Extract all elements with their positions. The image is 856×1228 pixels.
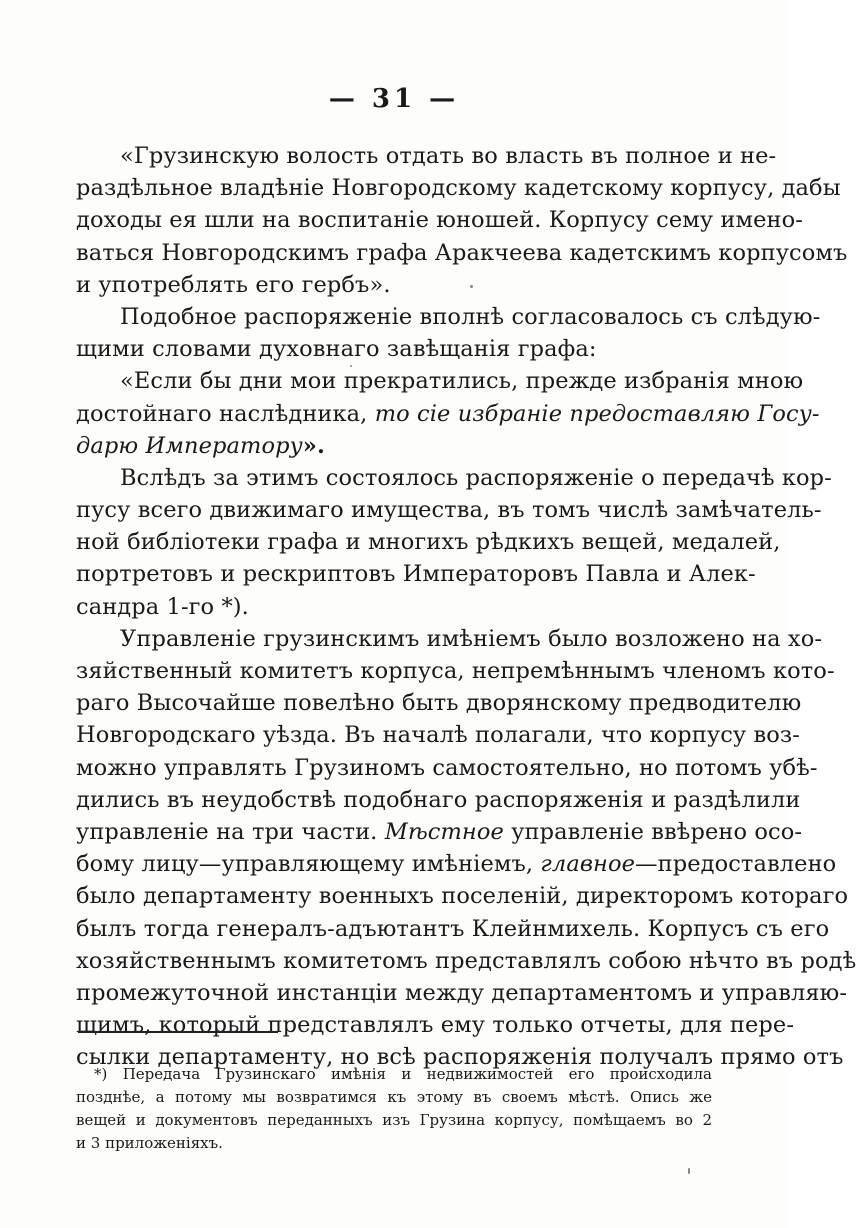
text-line: промежуточной инстанціи между департаментомъ и управляю- <box>76 979 848 1006</box>
text-line: раго Высочайше повелѣно быть дворянскому предводителю <box>76 690 802 717</box>
text-segment: достойнаго наслѣдника, <box>76 400 368 427</box>
scan-speck <box>350 365 352 367</box>
italic-segment: главное <box>540 851 636 878</box>
footnote-line: и 3 приложеніяхъ. <box>76 1134 223 1152</box>
text-line: можно управлять Грузиномъ самостоятельно, но потомъ убѣ- <box>76 754 818 781</box>
text-line <box>76 816 803 848</box>
text-line: Подобное распоряженіе вполнѣ согласовалось съ слѣдую- <box>120 303 821 330</box>
text-line: ной библіотеки графа и многихъ рѣдкихъ вещей, медалей, <box>76 529 781 556</box>
scan-speck <box>470 285 473 288</box>
text-line: былъ тогда генералъ-адъютантъ Клейнмихель. Корпусъ съ его <box>76 915 830 942</box>
text-line: хозяйственнымъ комитетомъ представлялъ собою нѣчто въ родѣ <box>76 947 856 974</box>
footnotes <box>76 1063 712 1155</box>
footnote-divider <box>78 1031 278 1033</box>
text-line: было департаменту военныхъ поселеній, директоромъ котораго <box>76 883 849 910</box>
footnote-line: *) Передача Грузинскаго имѣнія и недвижимостей его происходила <box>94 1065 712 1083</box>
text-line: и употреблять его гербъ». <box>76 271 391 298</box>
text-line: портретовъ и рескриптовъ Императоровъ Павла и Алек- <box>76 561 756 588</box>
body-text <box>76 140 856 1073</box>
text-line: доходы ея шли на воспитаніе юношей. Корпусу сему имено- <box>76 207 803 234</box>
text-segment: бому лицу—управляющему имѣніемъ, <box>76 851 534 878</box>
text-line: Управленіе грузинскимъ имѣніемъ было возложено на хо- <box>120 625 823 652</box>
footnote-line: вещей и документовъ переданныхъ изъ Грузина корпусу, помѣщаемъ во 2 <box>76 1111 712 1129</box>
text-line: «Если бы дни мои прекратились, прежде избранія мною <box>120 368 804 395</box>
text-line: сандра 1-го *). <box>76 593 249 620</box>
text-line: Новгородскаго уѣзда. Въ началѣ полагали, что корпусу воз- <box>76 722 800 749</box>
footnote-line: позднѣе, а потому мы возвратимся къ этому въ своемъ мѣстѣ. Опись же <box>76 1088 712 1106</box>
text-line: раздѣльное владѣніе Новгородскому кадетскому корпусу, дабы <box>76 175 841 202</box>
text-segment: управленіе на три части. <box>76 818 378 845</box>
italic-segment: то сіе избраніе предоставляю Госу- <box>374 400 820 427</box>
text-line: щимъ, который представлялъ ему только отчеты, для пере- <box>76 1012 795 1039</box>
italic-segment: Мѣстное <box>384 818 504 845</box>
text-segment: управленіе ввѣрено осо- <box>511 818 803 845</box>
text-line: щими словами духовнаго завѣщанія графа: <box>76 336 597 363</box>
page-number: — 31 — <box>328 84 460 114</box>
text-line: пусу всего движимаго имущества, въ томъ числѣ замѣчатель- <box>76 497 822 524</box>
text-line <box>76 398 820 430</box>
text-line: дились въ неудобствѣ подобнаго распоряженія и раздѣлили <box>76 786 801 813</box>
scan-speck <box>688 1168 690 1174</box>
text-line: «Грузинскую волость отдать во власть въ полное и не- <box>120 143 777 169</box>
text-segment: ». <box>302 432 325 459</box>
italic-segment: дарю Императору <box>76 432 303 459</box>
text-line: Вслѣдъ за этимъ состоялось распоряженіе о передачѣ кор- <box>120 464 832 491</box>
text-line <box>76 848 837 880</box>
text-line: сылки департаменту, но всѣ распоряженія получалъ прямо отъ <box>76 1044 844 1071</box>
text-line <box>76 430 712 462</box>
text-segment: —предоставлено <box>635 851 837 878</box>
text-line: ваться Новгородскимъ графа Аракчеева кадетскимъ корпусомъ <box>76 239 848 266</box>
text-line: зяйственный комитетъ корпуса, непремѣннымъ членомъ кото- <box>76 658 835 684</box>
